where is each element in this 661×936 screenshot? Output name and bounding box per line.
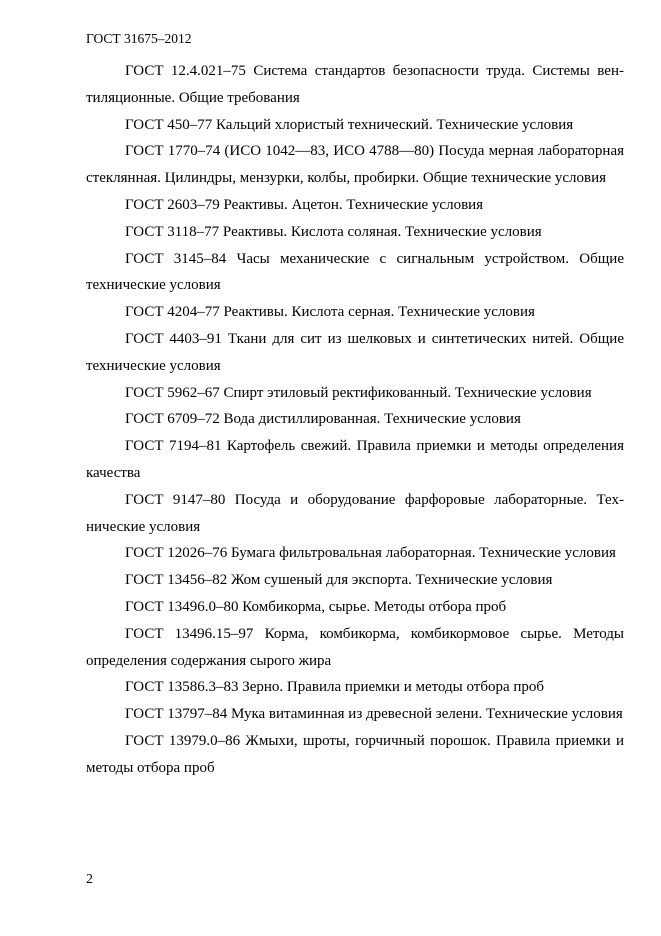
reference-item: ГОСТ 4403–91 Ткани для сит из шелковых и синтетических нитей. Общие технические условия: [86, 330, 624, 374]
reference-item: ГОСТ 450–77 Кальций хлористый технический. Технические условия: [125, 116, 574, 133]
reference-item: ГОСТ 13797–84 Мука витаминная из древесной зелени. Технические условия: [125, 706, 623, 723]
reference-item: ГОСТ 9147–80 Посуда и оборудование фарфоровые лабораторные. Технические условия: [86, 491, 624, 535]
reference-item: ГОСТ 13979.0–86 Жмыхи, шроты, горчичный порошок. Правила приемки и методы отбора проб: [86, 732, 624, 776]
reference-item: ГОСТ 3145–84 Часы механические с сигнальным устройством. Общие технические условия: [86, 250, 624, 294]
reference-item: ГОСТ 12026–76 Бумага фильтровальная лабораторная. Технические условия: [125, 545, 616, 562]
reference-item: ГОСТ 13586.3–83 Зерно. Правила приемки и методы отбора проб: [125, 679, 545, 696]
reference-item: ГОСТ 12.4.021–75 Система стандартов безопасности труда. Системы вентиляционные. Общие требования: [86, 63, 624, 106]
reference-item: ГОСТ 13496.0–80 Комбикорма, сырье. Методы отбора проб: [125, 598, 507, 615]
reference-item: ГОСТ 13456–82 Жом сушеный для экспорта. Технические условия: [125, 572, 553, 589]
reference-item: ГОСТ 5962–67 Спирт этиловый ректификованный. Технические условия: [125, 384, 592, 401]
page-number: 2: [86, 872, 93, 887]
reference-item: ГОСТ 4204–77 Реактивы. Кислота серная. Технические условия: [125, 304, 535, 321]
normative-references-list: [86, 58, 624, 782]
reference-item: ГОСТ 1770–74 (ИСО 1042—83, ИСО 4788—80) Посуда мерная лабораторная стеклянная. Цилиндры, мензурки, колбы, пробирки. Общие технические условия: [86, 143, 624, 187]
reference-item: ГОСТ 13496.15–97 Корма, комбикорма, комбикормовое сырье. Методы определения содержания сырого жира: [86, 625, 624, 669]
document-header: [86, 31, 192, 47]
reference-item: ГОСТ 2603–79 Реактивы. Ацетон. Технические условия: [125, 196, 484, 213]
reference-item: ГОСТ 6709–72 Вода дистиллированная. Технические условия: [125, 411, 521, 428]
reference-item: ГОСТ 3118–77 Реактивы. Кислота соляная. Технические условия: [125, 223, 542, 240]
document-id: ГОСТ 31675–2012: [86, 31, 192, 46]
reference-item: ГОСТ 7194–81 Картофель свежий. Правила приемки и методы определения качества: [86, 438, 624, 481]
